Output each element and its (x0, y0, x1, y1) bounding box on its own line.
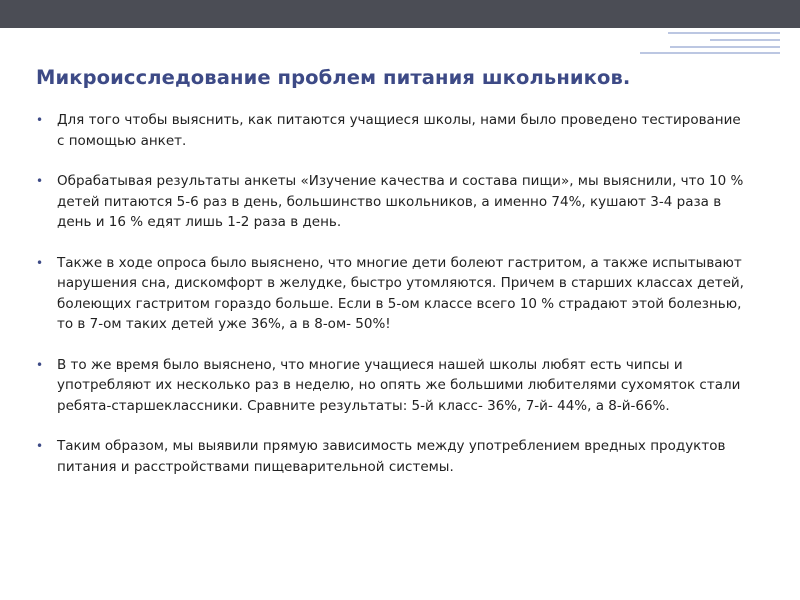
bullet-item (36, 171, 748, 233)
bullet-item (36, 355, 748, 417)
bullet-icon: • (36, 439, 44, 453)
bullet-item (36, 253, 748, 335)
bullet-text: Таким образом, мы выявили прямую зависимость между употреблением вредных продуктов питания и расстройствами пищеварительной системы. (57, 438, 726, 475)
bullet-text: В то же время было выяснено, что многие учащиеся нашей школы любят есть чипсы и употребляют их несколько раз в неделю, но опять же большими любителями сухомяток стали ребята-старшеклассники. Сравните результаты: 5-й класс- 36%, 7-й- 44%, а 8-й-66%. (57, 356, 741, 414)
slide-title: Микроисследование проблем питания школьников. (36, 66, 631, 89)
bullet-text: Также в ходе опроса было выяснено, что многие дети болеют гастритом, а также испытывают нарушения сна, дискомфорт в желудке, быстро утомляются. Причем в старших классах детей, болеющих гастритом гораздо больше. Если в 5-ом классе всего 10 % страдают этой болезнью, то в 7-ом таких детей уже 36%, а в 8-ом- 50%! (57, 254, 744, 332)
bullet-icon: • (36, 255, 44, 270)
bullet-icon: • (36, 113, 44, 127)
bullet-text: Обрабатывая результаты анкеты «Изучение качества и состава пищи», мы выяснили, что 10 % детей питаются 5-6 раз в день, большинство школьников, а именно 74%, кушают 3-4 раза в день и 16 % едят лишь 1-2 раза в день. (57, 173, 744, 230)
bullet-icon: • (36, 174, 44, 188)
bullet-list (36, 110, 748, 497)
bullet-item (36, 110, 748, 151)
bullet-text: Для того чтобы выяснить, как питаются учащиеся школы, нами было проведено тестирование с помощью анкет. (57, 112, 741, 149)
bullet-icon: • (36, 357, 44, 372)
bullet-item (36, 436, 748, 477)
decorative-lines (0, 0, 800, 60)
